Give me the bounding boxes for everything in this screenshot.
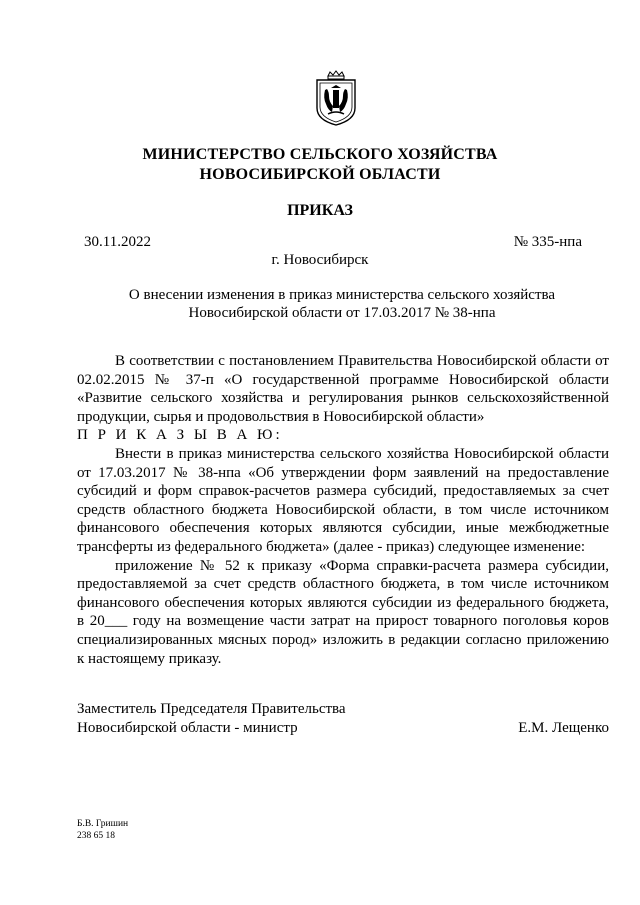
- ministry-line-1: МИНИСТЕРСТВО СЕЛЬСКОГО ХОЗЯЙСТВА: [142, 146, 498, 163]
- signer-title-line-2: Новосибирской области - министр: [77, 720, 298, 736]
- order-word: П Р И К А З Ы В А Ю:: [77, 427, 283, 444]
- executor-name: Б.В. Гришин: [77, 819, 129, 829]
- document-type: ПРИКАЗ: [287, 202, 353, 219]
- body-paragraph-amendment: Внести в приказ министерства сельского хозяйства Новосибирской области от 17.03.2017 № 38-нпа «Об утверждении форм заявлений на предоставление субсидий и форм справок-расчетов размера субсидий, предоставляемых за счет средств областного бюджета Новосибирской области, в том числе источником финансового обеспечения которых являются субсидии, иные межбюджетные трансферты из федерального бюджета» (далее - приказ) следующее изменение:: [77, 445, 609, 555]
- coat-of-arms-icon: [314, 70, 358, 126]
- ministry-name: [0, 145, 640, 185]
- document-subject: [100, 286, 584, 322]
- signature-block: [77, 700, 609, 738]
- document-date: 30.11.2022: [84, 234, 151, 250]
- ministry-line-2: НОВОСИБИРСКОЙ ОБЛАСТИ: [199, 166, 441, 183]
- signer-row: [77, 719, 609, 738]
- subject-line-1: О внесении изменения в приказ министерства сельского хозяйства: [128, 287, 556, 303]
- executor-phone: 238 65 18: [77, 831, 115, 841]
- document-body: [77, 352, 609, 668]
- signer-title-line-1: Заместитель Председателя Правительства: [77, 701, 346, 717]
- body-paragraph-appendix: приложение № 52 к приказу «Форма справки-расчета размера субсидии, предоставляемой за счет средств областного бюджета, в том числе источником финансового обеспечения которых являются субсидии из федерального бюджета, в 20___ году на возмещение части затрат на прирост товарного поголовья коров специализированных мясных пород» изложить в редакции согласно приложению к настоящему приказу.: [77, 557, 609, 667]
- executor-block: [77, 818, 128, 842]
- body-paragraph-preamble: В соответствии с постановлением Правительства Новосибирской области от 02.02.2015 № 37-п «О государственной программе Новосибирской области «Развитие сельского хозяйства и регулирования рынков сельскохозяйственной продукции, сырья и продовольствия в Новосибирской области»: [77, 353, 609, 425]
- signer-name: Е.М. Лещенко: [518, 720, 609, 736]
- subject-line-2: Новосибирской области от 17.03.2017 № 38-нпа: [188, 305, 496, 321]
- document-city: г. Новосибирск: [271, 252, 369, 268]
- document-number: № 335-нпа: [513, 234, 582, 250]
